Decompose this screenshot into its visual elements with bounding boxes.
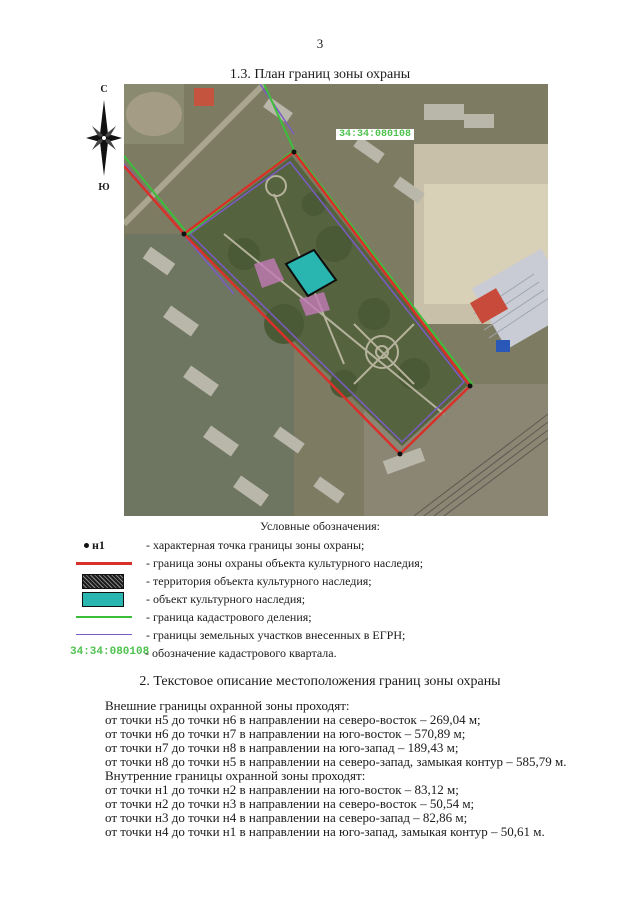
legend-desc-object: - объект культурного наследия;: [146, 592, 306, 606]
outer-line-3: от точки н7 до точки н8 в направлении на юго-запад – 189,43 м;: [105, 740, 459, 755]
legend-desc-land-plots: - границы земельных участков внесенных в ЕГРН;: [146, 628, 406, 642]
map-drawing: [124, 84, 548, 516]
outer-line-2: от точки н6 до точки н7 в направлении на юго-восток – 570,89 м;: [105, 726, 466, 741]
legend-desc-zone-border: - граница зоны охраны объекта культурного наследия;: [146, 556, 424, 570]
compass-star-icon: [84, 98, 124, 178]
page-number: 3: [316, 36, 324, 51]
outer-heading: Внешние границы охранной зоны проходят:: [105, 698, 350, 713]
inner-line-2: от точки н2 до точки н3 в направлении на северо-восток – 50,54 м;: [105, 796, 475, 811]
legend-desc-cadastral-border: - граница кадастрового деления;: [146, 610, 312, 624]
compass-south-label: Ю: [98, 182, 110, 193]
boundary-description: [67, 699, 603, 839]
legend-item-cadastral-code: [70, 645, 590, 661]
legend-item-territory: [70, 573, 590, 589]
legend-cadastral-code: 34:34:080108: [70, 646, 150, 658]
point-label: н1: [92, 538, 105, 552]
legend-title: Условные обозначения:: [259, 519, 381, 533]
point-dot-icon: [84, 543, 89, 548]
map-cadastral-label: 34:34:080108: [336, 129, 414, 140]
inner-heading: Внутренние границы охранной зоны проходят:: [105, 768, 366, 783]
hatched-square-icon: [82, 574, 124, 589]
compass-north-label: С: [100, 84, 108, 95]
text-section-title: 2. Текстовое описание местоположения границ зоны охраны: [139, 674, 501, 689]
red-line-icon: [76, 562, 132, 565]
legend-item-zone-border: [70, 555, 590, 571]
green-line-icon: [76, 616, 132, 618]
inner-line-1: от точки н1 до точки н2 в направлении на юго-восток – 83,12 м;: [105, 782, 459, 797]
legend-desc-cadastral-code: - обозначение кадастрового квартала.: [145, 646, 337, 660]
satellite-map: [124, 84, 548, 516]
legend-item-point: [70, 537, 590, 553]
legend-desc-territory: - территория объекта культурного наследия;: [146, 574, 372, 588]
purple-line-icon: [76, 634, 132, 635]
inner-line-3: от точки н3 до точки н4 в направлении на северо-запад – 82,86 м;: [105, 810, 468, 825]
outer-line-1: от точки н5 до точки н6 в направлении на северо-восток – 269,04 м;: [105, 712, 481, 727]
compass-rose: [84, 84, 124, 194]
section-title: 1.3. План границ зоны охраны: [229, 67, 411, 82]
legend-item-land-plots: [70, 627, 590, 643]
legend-desc-point: - характерная точка границы зоны охраны;: [146, 538, 365, 552]
legend-item-object: [70, 591, 590, 607]
teal-square-icon: [82, 592, 124, 607]
legend-item-cadastral-border: [70, 609, 590, 625]
inner-line-4: от точки н4 до точки н1 в направлении на юго-запад, замыкая контур – 50,61 м.: [105, 824, 545, 839]
outer-line-4: от точки н8 до точки н5 в направлении на северо-запад, замыкая контур – 585,79 м.: [105, 754, 567, 769]
